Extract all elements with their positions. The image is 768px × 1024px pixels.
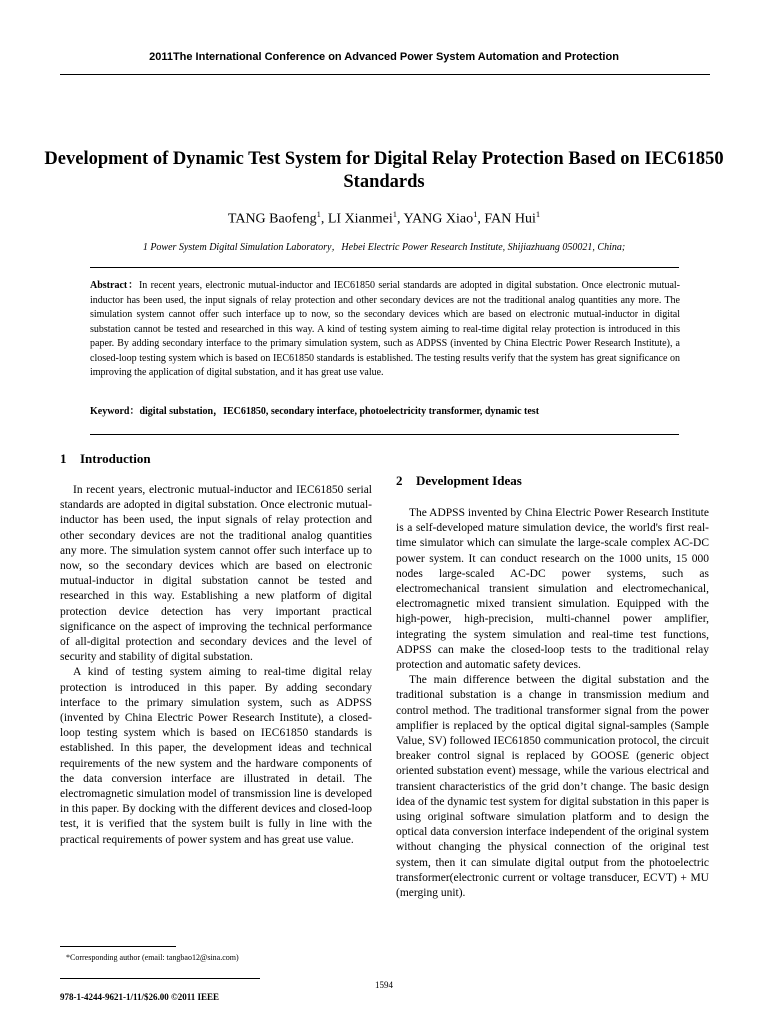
section-heading-introduction (60, 450, 151, 467)
footnote-rule (60, 946, 176, 947)
section-number: 2 (396, 473, 403, 488)
copyright-isbn: 978-1-4244-9621-1/11/$26.00 ©2011 IEEE (60, 992, 219, 1002)
body-paragraph: In recent years, electronic mutual-inductor and IEC61850 serial standards are adopted in digital substation. Once electronic mutual-inductor has been used, the input signals of relay protection and other secondary devices are not the traditional analog quantities any more. The simulation system cannot offer such interface up to now, so the secondary devices which are based on electronic mutual-inductor in digital substation cannot be tested and researched in this way. Establishing a new platform of digital protection device detection has very important practical significance on the aspect of improving the technical performance of all-digital protection and secondary devices and the level of security and stability of digital substation. (60, 484, 372, 664)
author-name: FAN Hui (484, 211, 536, 227)
conference-running-head: 2011The International Conference on Advanced Power System Automation and Protection (149, 51, 619, 63)
header-divider (60, 74, 710, 75)
section-body-development-ideas (396, 506, 709, 901)
author-list: TANG Baofeng$^1$, LI Xianmei$^1$, YANG Xiao$^1$, FAN Hui$^1$ (227, 209, 541, 227)
body-paragraph: The ADPSS invented by China Electric Power Research Institute is a self-developed mature simulation device, the world's first real-time simulator which can simulate the large-scale complex AC-DC power system. It can conduct research on the 1000 units, 15 000 nodes large-scaled AC-DC power systems, such as electromechanical transient simulation and electromechanical, electromagnetic mixed transient simulation. Equipped with the high-power, high-precision, multi-channel power amplifier, integrating the system simulation and real-time test functions, ADPSS can make the closed-loop tests to the traditional relay protection and automatic safety devices. (396, 507, 709, 672)
footer-rule (60, 978, 260, 979)
keyword-label: Keyword： (90, 406, 140, 417)
author-affil-mark: 1 (535, 209, 541, 219)
abstract-top-rule (90, 267, 679, 268)
author-name: YANG Xiao (403, 211, 474, 227)
corresponding-author-footnote: *Corresponding author (email: tangbao12@sina.com) (66, 953, 239, 962)
section-title: Introduction (80, 451, 151, 466)
section-body-introduction (60, 483, 372, 848)
section-heading-development-ideas (396, 472, 522, 489)
author-affil-mark: 1 (473, 209, 478, 219)
page-number: 1594 (375, 980, 393, 990)
abstract-text: In recent years, electronic mutual-inductor and IEC61850 serial standards are adopted in digital substation. Once electronic mutual-inductor has been used, the input signals of relay protection and other secondary devices are not the traditional analog quantities any more. The simulation system cannot offer such interface up to now, so the secondary devices which are based on electronic mutual-inductor in digital substation cannot be tested and researched in this way. A kind of testing system aiming to real-time digital relay protection is introduced in this paper. By adding secondary interface to the primary simulation system, such as ADPSS (invented by China Electric Power Research Institute), a closed-loop testing system which is based on IEC61850 standards is established. The testing results verify that the system has great significance on improving the application of digital substation, and it has great use value. (90, 280, 680, 378)
body-paragraph: The main difference between the digital substation and the traditional substation is a change in transmission medium and control method. The traditional transformer signal from the power amplifier is replaced by the optical digital signal-samples (Sample Value, SV) followed IEC61850 communication protocol, the circuit breaker control signal is replaced by GOOSE (generic object oriented substation event) message, while the various electrical and transient characteristics of the grid don’t change. The basic design idea of the dynamic test system for digital substation in this paper is using original software simulation platform and to design the optical data conversion interface independent of the original system without changing the physical connection of the original test system, then it can simulate digital output from the photoelectric transformer(electronic current or voltage transducer, ECVT) + MU (merging unit). (396, 674, 709, 900)
author-name: LI Xianmei (327, 211, 393, 227)
section-title: Development Ideas (416, 473, 522, 488)
affiliation: 1 Power System Digital Simulation Laboratory，Hebei Electric Power Research Institute, Shijiazhuang 050021, China; (142, 242, 626, 253)
abstract-label: Abstract： (90, 280, 139, 291)
abstract (90, 279, 680, 381)
keywords (90, 405, 680, 419)
section-number: 1 (60, 451, 67, 466)
author-affil-mark: 1 (316, 209, 321, 219)
keyword-list: digital substation，IEC61850, secondary interface, photoelectricity transformer, dynamic test (139, 406, 540, 417)
body-paragraph: A kind of testing system aiming to real-time digital relay protection is introduced in this paper. By adding secondary interface to the primary simulation system, such as ADPSS (invented by China Electric Power Research Institute), a closed-loop testing system which is based on IEC61850 standards is established. In this paper, the development ideas and technical requirements of the new system and the hardware components of the data conversion interface are illustrated in detail. The electromagnetic simulation model of transmission line is developed in this paper. By docking with the different devices and closed-loop test, it is verified that the system built is fully in line with the practical requirements of power system and has great use value. (60, 666, 372, 846)
paper-title: Development of Dynamic Test System for Digital Relay Protection Based on IEC61850 Standards (44, 149, 724, 192)
abstract-bottom-rule (90, 434, 679, 435)
author-name: TANG Baofeng (227, 211, 317, 227)
author-affil-mark: 1 (392, 209, 398, 219)
